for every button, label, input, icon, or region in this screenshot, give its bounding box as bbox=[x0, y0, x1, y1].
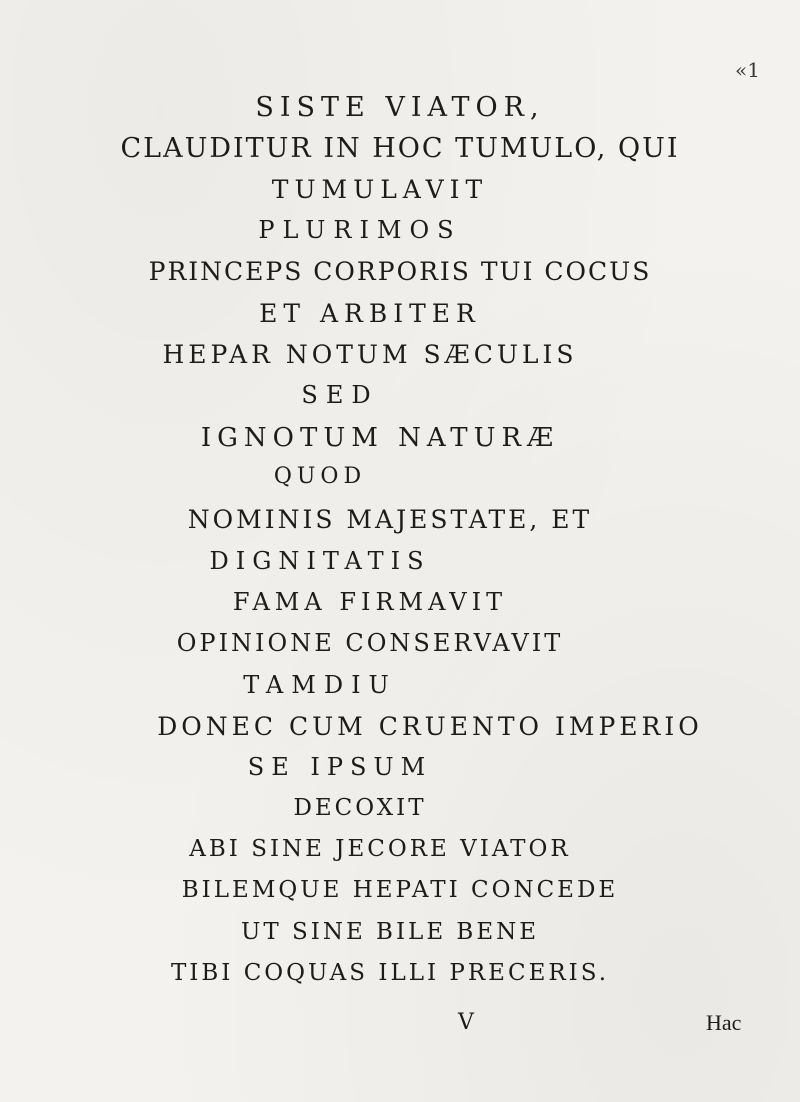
epitaph-line: CLAUDITUR IN HOC TUMULO, QUI bbox=[120, 133, 680, 164]
epitaph-line: NOMINIS MAJESTATE, ET bbox=[187, 505, 593, 534]
signature-mark: V bbox=[458, 1010, 474, 1035]
epitaph-line: BILEMQUE HEPATI CONCEDE bbox=[181, 877, 619, 903]
epitaph-line: TUMULAVIT bbox=[271, 175, 489, 204]
epitaph-line: PLURIMOS bbox=[258, 216, 462, 244]
epitaph-line: IGNOTUM NATURÆ bbox=[200, 423, 560, 453]
epitaph-line: DECOXIT bbox=[293, 795, 427, 821]
epitaph-line: DIGNITATIS bbox=[209, 547, 431, 575]
epitaph-line: TAMDIU bbox=[243, 671, 397, 699]
epitaph-line: SED bbox=[301, 381, 379, 409]
epitaph-line: TIBI COQUAS ILLI PRECERIS. bbox=[170, 960, 610, 986]
epitaph-line: PRINCEPS CORPORIS TUI COCUS bbox=[148, 257, 652, 286]
page-number: «1 bbox=[735, 58, 760, 82]
epitaph-line: SE IPSUM bbox=[247, 753, 433, 781]
epitaph-line: QUOD bbox=[273, 464, 367, 489]
epitaph-line: OPINIONE CONSERVAVIT bbox=[176, 629, 564, 657]
epitaph-line: ABI SINE JECORE VIATOR bbox=[189, 836, 571, 862]
epitaph-line: HEPAR NOTUM SÆCULIS bbox=[162, 340, 578, 369]
epitaph-line: SISTE VIATOR, bbox=[255, 92, 545, 123]
epitaph-line: DONEC CUM CRUENTO IMPERIO bbox=[157, 712, 703, 741]
epitaph-line: FAMA FIRMAVIT bbox=[232, 588, 508, 616]
epitaph-line: ET ARBITER bbox=[259, 299, 481, 328]
catchword: Hac bbox=[706, 1010, 742, 1035]
epitaph-line: UT SINE BILE BENE bbox=[240, 919, 540, 945]
